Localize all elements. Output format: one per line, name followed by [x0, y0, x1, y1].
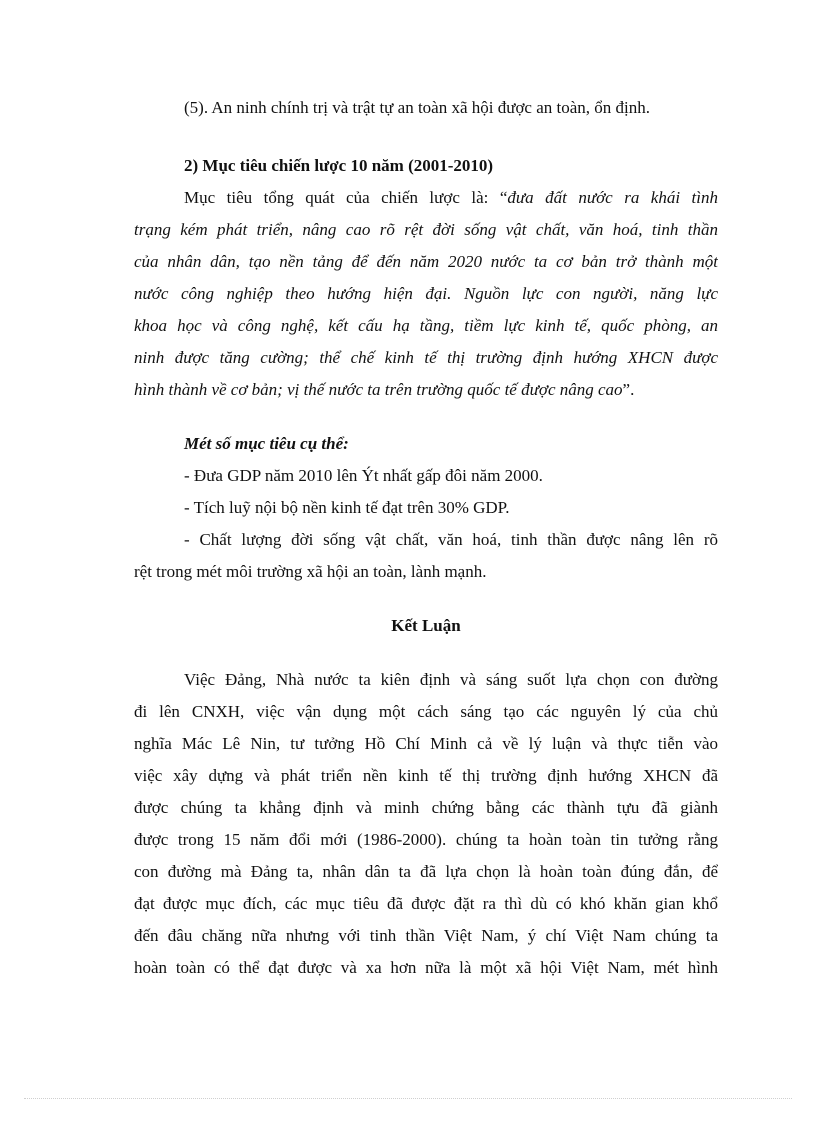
goal-quote-line: hình thành về cơ bản; vị thế nước ta trên trường quốc tế được nâng cao: [134, 380, 623, 399]
conclusion-line: đi lên CNXH, việc vận dụng một cách sáng tạo các nguyên lý của chủ: [134, 702, 718, 721]
goal-paragraph-first-line: [134, 182, 718, 214]
conclusion-line: được chúng ta khẳng định và minh chứng bằng các thành tựu đã giành: [134, 798, 718, 817]
goal-quote-line: nước công nghiệp theo hướng hiện đại. Nguồn lực con người, năng lực: [134, 284, 718, 303]
goal-quote-last-line: [134, 374, 718, 406]
spacer: [134, 124, 718, 150]
page-bottom-rule: [24, 1098, 792, 1099]
specific-goal-item: - Chất lượng đời sống vật chất, văn hoá, tinh thần được nâng lên rõ: [184, 530, 718, 549]
spacer: [134, 588, 718, 610]
conclusion-line: Việc Đảng, Nhà nước ta kiên định và sáng suốt lựa chọn con đường: [184, 670, 718, 689]
spacer: [134, 406, 718, 428]
conclusion-line: đạt được mục đích, các mục tiêu đã được đặt ra thì dù có khó khăn gian khổ: [134, 894, 718, 913]
spacer: [134, 642, 718, 664]
goal-quote-line: khoa học và công nghệ, kết cấu hạ tầng, tiềm lực kinh tế, quốc phòng, an: [134, 316, 718, 335]
conclusion-line: được trong 15 năm đổi mới (1986-2000). chúng ta hoàn toàn tin tưởng rằng: [134, 830, 718, 849]
conclusion-line: đến đâu chăng nữa nhưng với tinh thần Việt Nam, ý chí Việt Nam chúng ta: [134, 926, 718, 945]
conclusion-heading: Kết Luận: [391, 616, 461, 635]
section-2-heading: 2) Mục tiêu chiến lược 10 năm (2001-2010): [184, 156, 494, 175]
specific-goal-item-continued: rệt trong mét môi trường xã hội an toàn, lành mạnh.: [134, 562, 487, 581]
goal-quote-line: của nhân dân, tạo nền tảng để đến năm 2020 nước ta cơ bản trở thành một: [134, 252, 718, 271]
item-5-paragraph: (5). An ninh chính trị và trật tự an toàn xã hội được an toàn, ổn định.: [184, 98, 651, 117]
goal-quote-end: ”.: [622, 380, 635, 399]
document-body: [134, 92, 718, 984]
goal-quote-line: ninh được tăng cường; thể chế kinh tế thị trường định hướng XHCN được: [134, 348, 718, 367]
goal-quote-line: đưa đất nước ra khái tình: [507, 188, 718, 207]
specific-goal-item: - Đưa GDP năm 2010 lên Ýt nhất gấp đôi năm 2000.: [184, 466, 543, 485]
goal-quote-line: trạng kém phát triển, nâng cao rõ rệt đời sống vật chất, văn hoá, tinh thần: [134, 220, 718, 239]
specific-goal-item: - Tích luỹ nội bộ nền kinh tế đạt trên 30% GDP.: [184, 498, 510, 517]
conclusion-line: việc xây dựng và phát triển nền kinh tế thị trường định hướng XHCN đã: [134, 766, 718, 785]
specific-goals-heading: Mét số mục tiêu cụ thể:: [184, 434, 349, 453]
conclusion-line: nghĩa Mác Lê Nin, tư tưởng Hồ Chí Minh cả về lý luận và thực tiễn vào: [134, 734, 718, 753]
goal-intro: Mục tiêu tổng quát của chiến lược là: “: [184, 188, 508, 207]
conclusion-line: hoàn toàn có thể đạt được và xa hơn nữa là một xã hội Việt Nam, mét hình: [134, 958, 718, 977]
conclusion-line: con đường mà Đảng ta, nhân dân ta đã lựa chọn là hoàn toàn đúng đắn, để: [134, 862, 718, 881]
